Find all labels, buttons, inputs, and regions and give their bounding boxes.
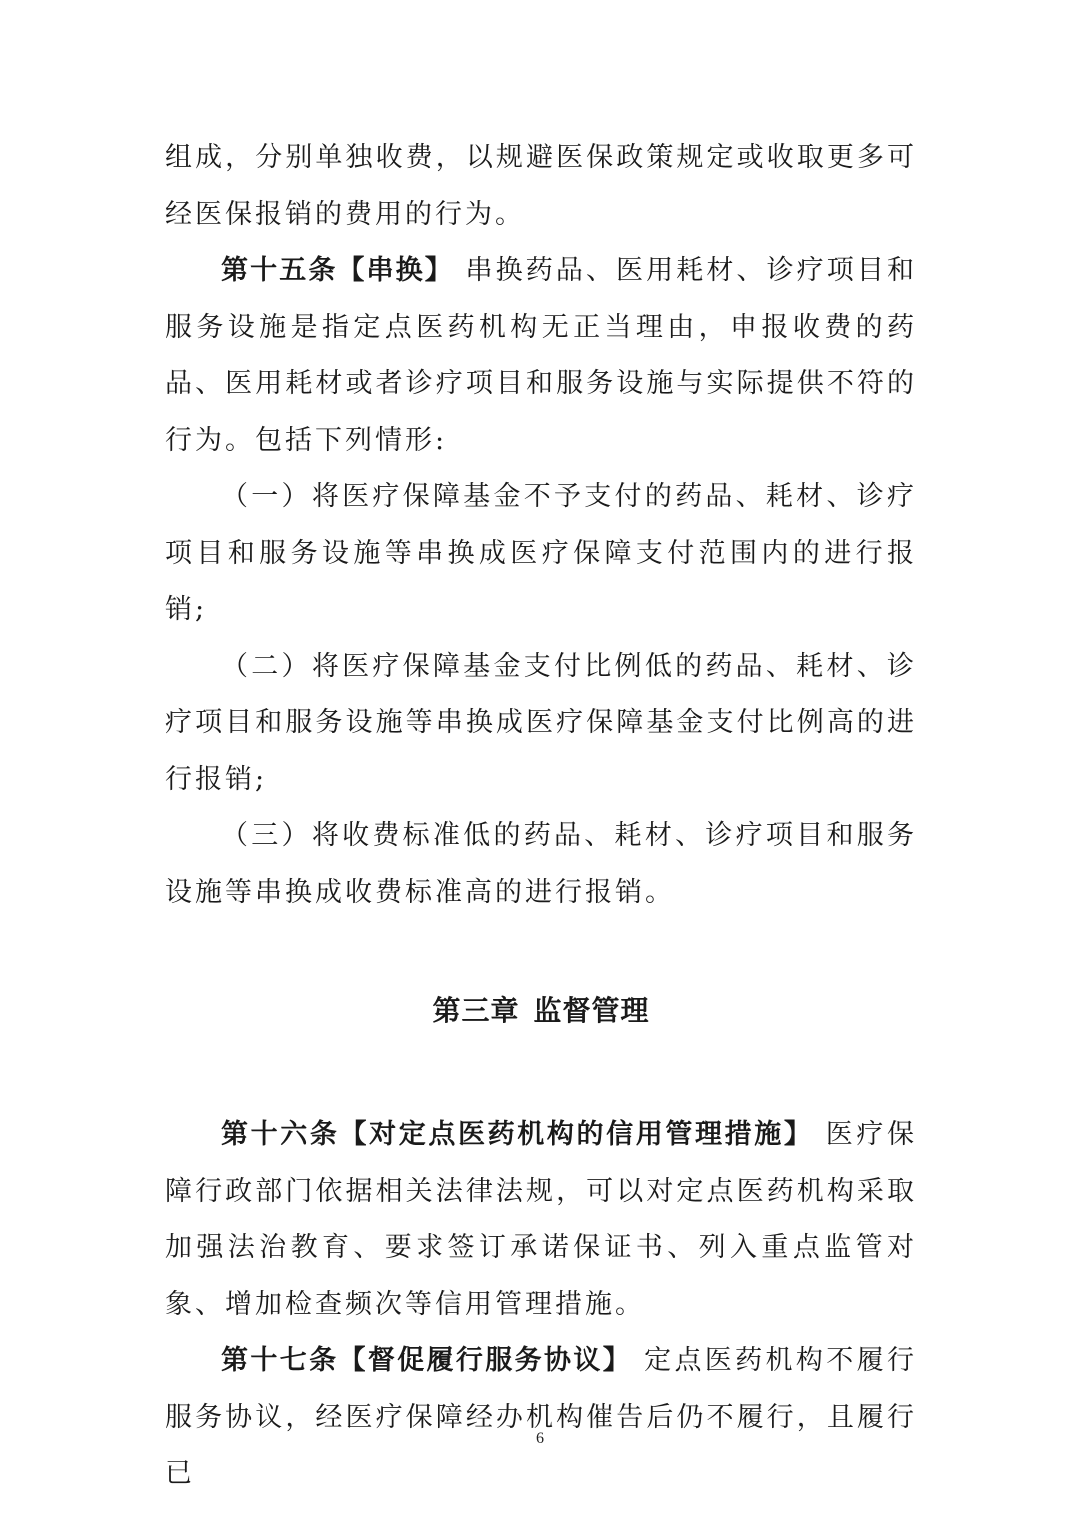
- article-17-heading: 第十七条【督促履行服务协议】: [221, 1345, 633, 1376]
- chapter-heading: [165, 983, 917, 1039]
- article-17-body: 定点医药机构不履行服务协议，经医疗保障经办机构催告后仍不履行，且履行已: [165, 1345, 918, 1489]
- article-17-paragraph: [165, 1333, 917, 1503]
- article-16-body: 医疗保障行政部门依据相关法律法规，可以对定点医药机构采取加强法治教育、要求签订承诺保证书、列入重点监管对象、增加检查频次等信用管理措施。: [165, 1119, 918, 1320]
- page-number: 6: [536, 1430, 544, 1447]
- article-16-paragraph: [165, 1107, 917, 1333]
- article-15-item-2: （二）将医疗保障基金支付比例低的药品、耗材、诊疗项目和服务设施等串换成医疗保障基金支付比例高的进行报销;: [165, 650, 917, 795]
- article-15-paragraph: [165, 243, 917, 469]
- article-16-heading: 第十六条【对定点医药机构的信用管理措施】: [221, 1119, 814, 1150]
- page-body: [165, 130, 917, 1503]
- chapter-title: 监督管理: [533, 994, 650, 1027]
- chapter-number: 第三章: [432, 994, 520, 1027]
- article-15-body: 串换药品、医用耗材、诊疗项目和服务设施是指定点医药机构无正当理由，申报收费的药品、医用耗材或者诊疗项目和服务设施与实际提供不符的行为。包括下列情形:: [165, 255, 917, 456]
- continuation-paragraph: 组成，分别单独收费，以规避医保政策规定或收取更多可经医保报销的费用的行为。: [165, 142, 917, 230]
- article-15-item-3: （三）将收费标准低的药品、耗材、诊疗项目和服务设施等串换成收费标准高的进行报销。: [165, 820, 917, 908]
- article-15-item-1: （一）将医疗保障基金不予支付的药品、耗材、诊疗项目和服务设施等串换成医疗保障支付范围内的进行报销;: [165, 481, 917, 625]
- article-15-heading: 第十五条【串换】: [221, 255, 454, 286]
